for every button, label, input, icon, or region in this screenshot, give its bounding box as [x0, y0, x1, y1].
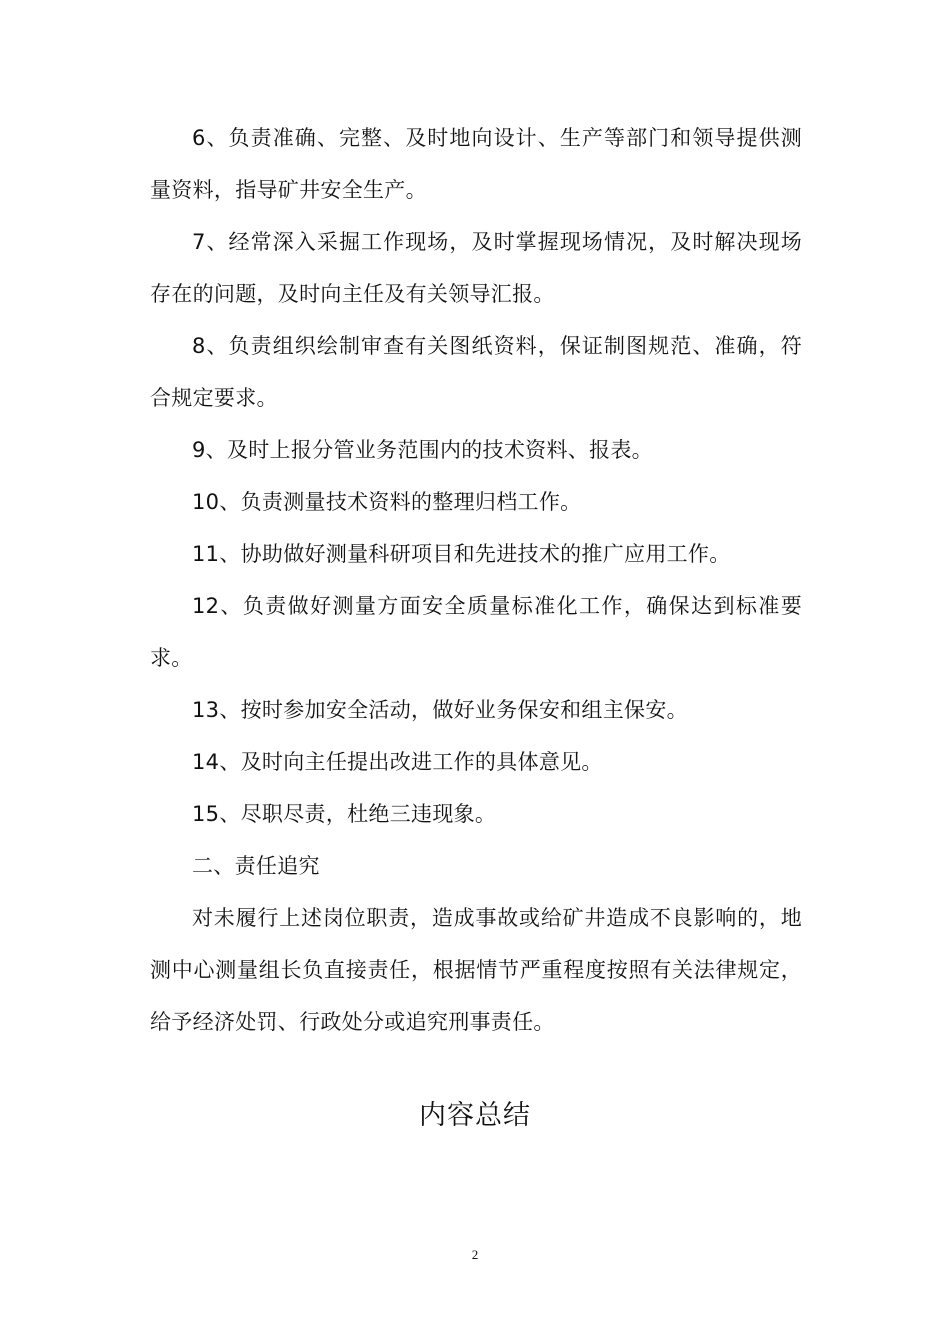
paragraph-item-6: 6、负责准确、完整、及时地向设计、生产等部门和领导提供测量资料，指导矿井安全生产。	[150, 126, 802, 202]
paragraph-item-11: 11、协助做好测量科研项目和先进技术的推广应用工作。	[192, 542, 731, 566]
paragraph-item-9: 9、及时上报分管业务范围内的技术资料、报表。	[192, 438, 653, 462]
paragraph-item-15: 15、尽职尽责，杜绝三违现象。	[192, 802, 497, 826]
paragraph-item-12: 12、负责做好测量方面安全质量标准化工作，确保达到标准要求。	[150, 594, 802, 670]
paragraph-responsibility: 对未履行上述岗位职责，造成事故或给矿井造成不良影响的，地测中心测量组长负直接责任，根据情节严重程度按照有关法律规定，给予经济处罚、行政处分或追究刑事责任。	[150, 906, 802, 1034]
section-heading-responsibility: 二、责任追究	[192, 854, 320, 878]
paragraph-item-8: 8、负责组织绘制审查有关图纸资料，保证制图规范、准确，符合规定要求。	[150, 334, 802, 410]
page-number: 2	[471, 1247, 479, 1262]
summary-heading: 内容总结	[419, 1100, 531, 1131]
paragraph-item-10: 10、负责测量技术资料的整理归档工作。	[192, 490, 582, 514]
paragraph-item-14: 14、及时向主任提出改进工作的具体意见。	[192, 750, 603, 774]
paragraph-item-13: 13、按时参加安全活动，做好业务保安和组主保安。	[192, 698, 688, 722]
document-body	[150, 112, 802, 1048]
paragraph-item-7: 7、经常深入采掘工作现场，及时掌握现场情况，及时解决现场存在的问题，及时向主任及有关领导汇报。	[150, 230, 802, 306]
